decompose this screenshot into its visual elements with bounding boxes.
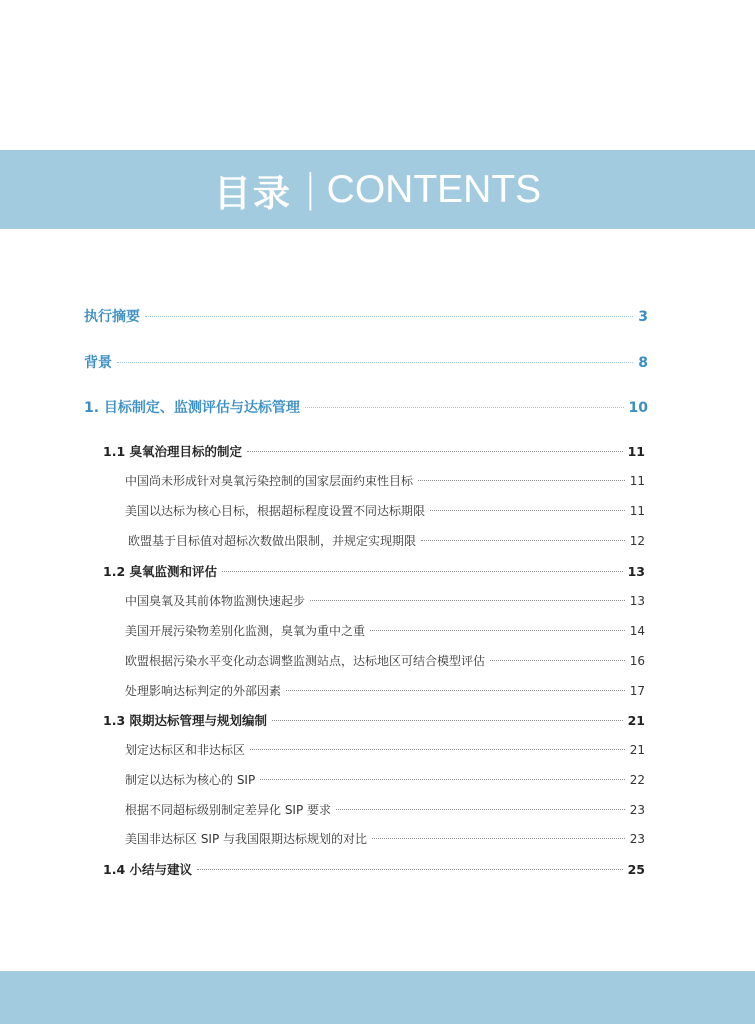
toc-entry-label: 1. 目标制定、监测评估与达标管理: [84, 400, 300, 416]
dot-leader: [305, 407, 624, 408]
toc-entry-label: 中国臭氧及其前体物监测快速起步: [125, 594, 306, 608]
toc-entry-label: 根据不同超标级别制定差异化 SIP 要求: [125, 803, 332, 817]
dot-leader: [418, 480, 625, 481]
toc-entry-page: 22: [629, 773, 645, 787]
toc-entry-page: 11: [629, 504, 645, 518]
dot-leader: [421, 540, 625, 541]
dot-leader: [286, 690, 625, 691]
toc-entry-label: 1.1 臭氧治理目标的制定: [103, 444, 242, 459]
toc-entry[interactable]: [125, 502, 645, 522]
toc-entry-page: 3: [638, 309, 648, 325]
toc-entry[interactable]: [125, 622, 645, 642]
toc-entry-page: 8: [638, 355, 648, 371]
toc-entry[interactable]: [84, 306, 648, 326]
toc-entry-label: 美国以达标为核心目标，根据超标程度设置不同达标期限: [125, 504, 426, 518]
toc-entry[interactable]: [125, 652, 645, 672]
toc-entry[interactable]: [128, 532, 645, 552]
dot-leader: [145, 316, 633, 317]
toc-entry-page: 10: [628, 400, 648, 416]
toc-entry[interactable]: [103, 860, 645, 880]
toc-entry[interactable]: [125, 830, 645, 850]
footer-band: [0, 971, 755, 1024]
toc-entry-page: 14: [629, 624, 645, 638]
dot-leader: [117, 362, 633, 363]
dot-leader: [260, 779, 625, 780]
toc-entry-page: 16: [629, 654, 645, 668]
dot-leader: [310, 600, 625, 601]
toc-entry-page: 21: [627, 713, 645, 728]
dot-leader: [430, 510, 625, 511]
toc-entry-label: 美国开展污染物差别化监测，臭氧为重中之重: [125, 624, 366, 638]
title-separator: |: [303, 165, 317, 210]
dot-leader: [197, 869, 623, 870]
toc-entry-label: 1.3 限期达标管理与规划编制: [103, 713, 267, 728]
toc-entry-label: 1.4 小结与建议: [103, 862, 192, 877]
toc-entry-page: 12: [629, 534, 645, 548]
toc-entry[interactable]: [125, 472, 645, 492]
toc-entry-page: 23: [629, 832, 645, 846]
toc-entry-label: 制定以达标为核心的 SIP: [125, 773, 256, 787]
title-english: CONTENTS: [326, 167, 542, 211]
toc-entry-page: 13: [627, 564, 645, 579]
toc-entry-label: 处理影响达标判定的外部因素: [125, 684, 282, 698]
toc-entry-page: 17: [629, 684, 645, 698]
toc-entry-label: 划定达标区和非达标区: [125, 743, 246, 757]
toc-entry-label: 中国尚未形成针对臭氧污染控制的国家层面约束性目标: [125, 474, 414, 488]
dot-leader: [250, 749, 625, 750]
page-title: [0, 150, 755, 229]
toc-entry[interactable]: [125, 801, 645, 821]
dot-leader: [222, 571, 623, 572]
toc-entry-page: 25: [627, 862, 645, 877]
toc-entry[interactable]: [84, 397, 648, 417]
title-chinese: 目录: [213, 171, 292, 215]
toc-entry-label: 执行摘要: [84, 309, 140, 325]
toc-entry-page: 11: [627, 444, 645, 459]
toc-entry-label: 1.2 臭氧监测和评估: [103, 564, 217, 579]
dot-leader: [336, 809, 625, 810]
toc-entry[interactable]: [103, 442, 645, 462]
dot-leader: [272, 720, 623, 721]
toc-entry-page: 23: [629, 803, 645, 817]
toc-entry[interactable]: [125, 741, 645, 761]
toc-entry-label: 背景: [84, 355, 112, 371]
dot-leader: [247, 451, 623, 452]
dot-leader: [370, 630, 625, 631]
dot-leader: [372, 838, 625, 839]
toc-entry-label: 欧盟基于目标值对超标次数做出限制，并规定实现期限: [128, 534, 417, 548]
toc-entry[interactable]: [103, 562, 645, 582]
toc-entry[interactable]: [84, 352, 648, 372]
toc-entry-label: 欧盟根据污染水平变化动态调整监测站点，达标地区可结合模型评估: [125, 654, 486, 668]
toc-entry[interactable]: [125, 592, 645, 612]
toc-entry-page: 13: [629, 594, 645, 608]
toc-entry-label: 美国非达标区 SIP 与我国限期达标规划的对比: [125, 832, 368, 846]
toc-entry-page: 21: [629, 743, 645, 757]
toc-entry[interactable]: [125, 771, 645, 791]
toc-entry[interactable]: [103, 711, 645, 731]
toc-entry-page: 11: [629, 474, 645, 488]
toc-entry[interactable]: [125, 682, 645, 702]
dot-leader: [490, 660, 625, 661]
